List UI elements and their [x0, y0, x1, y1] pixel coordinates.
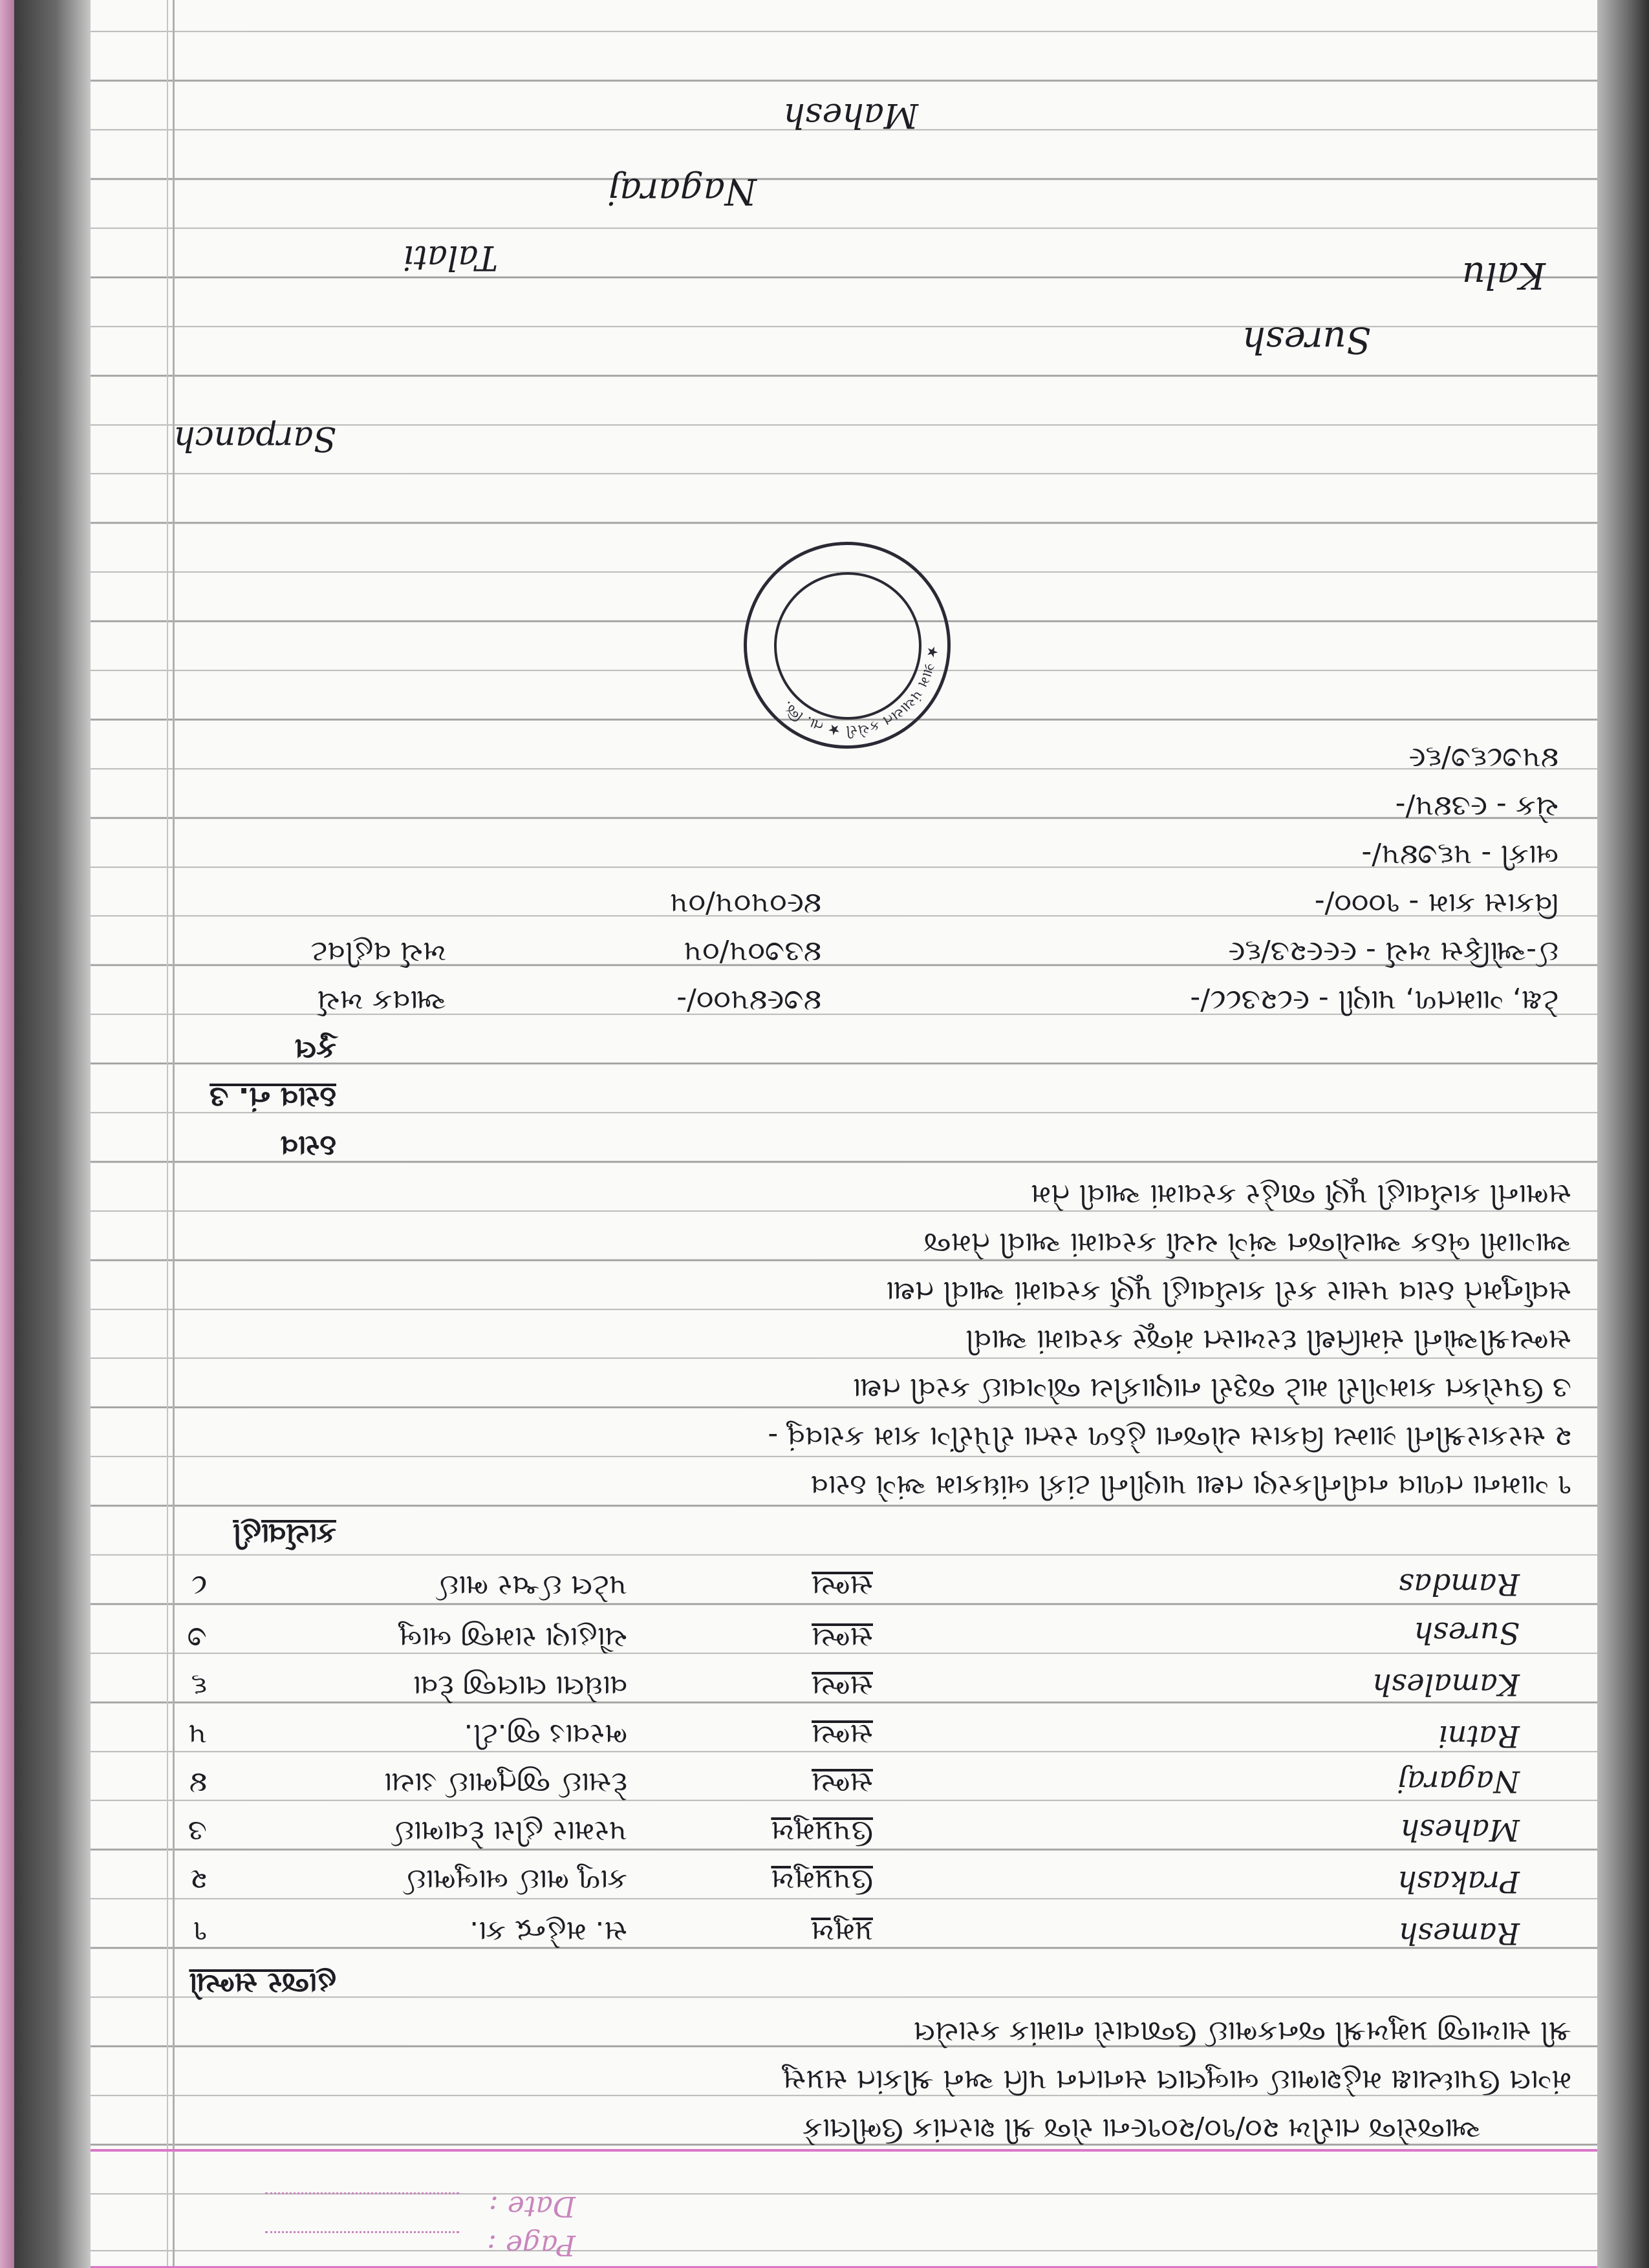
member-name: સ. મહેન્દ્ર કા.	[469, 1915, 627, 1948]
member-no: ૮	[191, 1569, 207, 1602]
account-label: ખર્ચ વહીવટ	[310, 936, 446, 968]
member-no: ૨	[190, 1863, 207, 1896]
member-no: ૩	[188, 1815, 207, 1848]
member-role: સભ્ય	[812, 1621, 873, 1654]
member-role: ઉપપ્રમુખ	[771, 1863, 873, 1896]
date-label: Date :	[488, 2190, 576, 2223]
para2-line-8: ઠરાવ	[280, 1129, 336, 1162]
member-no: ૬	[191, 1669, 207, 1702]
heading-resolution: ઠરાવ નં. ૩	[210, 1081, 336, 1114]
member-role: ઉપપ્રમુખ	[771, 1815, 873, 1848]
margin-line	[173, 0, 175, 2268]
member-role: સભ્ય	[812, 1718, 873, 1751]
para2-line-2: ૨ સરકારશ્રીની ગ્રામ્ય વિકાસ યોજના હેઠળ રસ્તા રીપેરીંગ કામ કરાવવું -	[768, 1420, 1571, 1453]
member-name: પટેલ ઈશ્વર ભાઈ	[436, 1569, 627, 1602]
member-name: ચૌહાણ રામજી બાબુ	[398, 1621, 627, 1654]
account-amount: ૪૭૯૪૫૦૦/-	[676, 984, 821, 1017]
binding-strip	[0, 0, 14, 2268]
para2-line-7: સભાની કાર્યવાહી પૂર્ણ જાહેર કરવામાં આવી તેમ	[1030, 1178, 1571, 1211]
rotated-page-content	[91, 0, 1597, 2268]
signature-talati: Talati	[403, 238, 498, 277]
account-note: વિકાસ કામ - ૧૦૦૦/-	[1314, 887, 1558, 920]
scan-shadow-left	[14, 0, 91, 2268]
account-label: આવક ખર્ચ	[317, 984, 446, 1017]
signature-kalu: Kalu	[1461, 254, 1546, 296]
member-role: પ્રમુખ	[811, 1915, 873, 1948]
member-no: ૧	[193, 1915, 207, 1948]
member-signature: Ratni	[1438, 1719, 1520, 1754]
page-fill-line	[265, 2231, 459, 2236]
member-signature: Nagaraj	[1397, 1764, 1520, 1799]
member-no: ૫	[188, 1718, 207, 1751]
notebook-page	[91, 0, 1597, 2268]
member-signature: Ramdas	[1398, 1567, 1520, 1602]
official-stamp	[744, 542, 951, 749]
heading-agenda: કાર્યવાહી	[233, 1517, 336, 1550]
page-label: Page :	[487, 2229, 576, 2262]
member-no: ૪	[189, 1766, 207, 1799]
account-note: ચેક - ૯૩૪૫/-	[1395, 790, 1558, 823]
stamp-text-ring	[747, 545, 947, 745]
total-label: કુલ	[294, 1032, 336, 1065]
header-rule	[91, 2149, 1597, 2152]
member-name: દેસાઈ જીતુભાઈ ડાયા	[383, 1766, 627, 1799]
para2-line-4: સભ્યશ્રીઓની સંમતિથી દરખાસ્ત મંજૂર કરવામાં આવી	[965, 1323, 1571, 1356]
para2-line-3: ૩ ઉપરોક્ત કામગીરી માટે જરૂરી નાણાકીય જોગવાઈ કરવી તથા	[852, 1372, 1571, 1405]
account-note: ઈ-ઓફિસ ખર્ચ - ૯૯૯૨૩/૬૯	[1228, 936, 1558, 968]
member-role: સભ્ય	[812, 1669, 873, 1702]
signature-mahesh: Mahesh	[783, 96, 918, 134]
member-role: સભ્ય	[812, 1569, 873, 1602]
account-amount: ૪૩૭૦૫/૦૫	[684, 936, 821, 968]
member-name: ભરવાડ જી.ટી.	[464, 1718, 627, 1751]
member-role: સભ્ય	[812, 1766, 873, 1799]
date-fill-line	[265, 2192, 459, 2197]
signature-nagaraj: Nagaraj	[608, 170, 757, 212]
account-note: ટેક્ષ, ગામતળ, પાણી - ૯૮૨૩૮૮/-	[1190, 984, 1558, 1017]
member-name: કાળુ ભાઈ બાબુભાઈ	[404, 1863, 627, 1896]
member-signature: Kamalesh	[1372, 1667, 1520, 1702]
account-amount: ૪૯૦૫૦૫/૦૫	[669, 887, 821, 920]
member-signature: Mahesh	[1400, 1813, 1520, 1848]
signature-suresh: Suresh	[1242, 319, 1371, 361]
para2-line-5: સર્વાનુમતે ઠરાવ પસાર કરી કાર્યવાહી પૂર્ણ કરવામાં આવી તથા	[886, 1275, 1571, 1308]
para1-line-1: આજરોજ તારીખ ૨૦/૧૦/૨૦૧૯ના રોજ શ્રી શરતાંક ઉભીલાકે	[802, 2112, 1481, 2145]
account-note: બાકી - ૫૬૭૪૫/-	[1361, 839, 1558, 872]
member-signature: Suresh	[1414, 1616, 1520, 1651]
para1-line-3: શ્રી સાખાજી પ્રમુખશ્રી જનકભાઈ ઉજાવારો નામાંક કરાયેલ	[913, 2015, 1571, 2048]
heading-present-members: હાજર સભ્યો	[189, 1967, 336, 2000]
stamp-text: ★ ગ્રામ પંચાયત કચેરી ★ તા. જિ.	[779, 645, 941, 739]
para2-line-1: ૧ ગામના તળાવ નવીનીકરણ તથા પાણીની ટાંકી બાંધકામ અંગે ઠરાવ	[810, 1469, 1571, 1502]
member-signature: Ramesh	[1398, 1916, 1520, 1951]
margin-line-inner	[167, 0, 168, 2268]
para2-line-6: આગામી બેઠક આયોજન અંગે ચર્ચા કરવામાં આવી તેમજ	[923, 1226, 1571, 1259]
account-note: ૪૫૭૮૬૭/૬૯	[1408, 742, 1558, 775]
scan-shadow-right	[1597, 0, 1649, 2268]
member-name: પરમાર હીરા દેવાભાઈ	[392, 1815, 627, 1848]
member-no: ૭	[187, 1621, 207, 1654]
member-signature: Prakash	[1397, 1865, 1520, 1899]
member-name: વાઘેલા લાલજી દેવા	[413, 1669, 627, 1702]
para1-line-2: મંગલ ઉપાધ્યાક્ષ મહેશભાઈ બાબુલાલ સનાતન પતિ અને શ્રીકાંત સપ્રસુ	[782, 2064, 1571, 2097]
signature-sarpanch: Sarpanch	[173, 419, 336, 458]
